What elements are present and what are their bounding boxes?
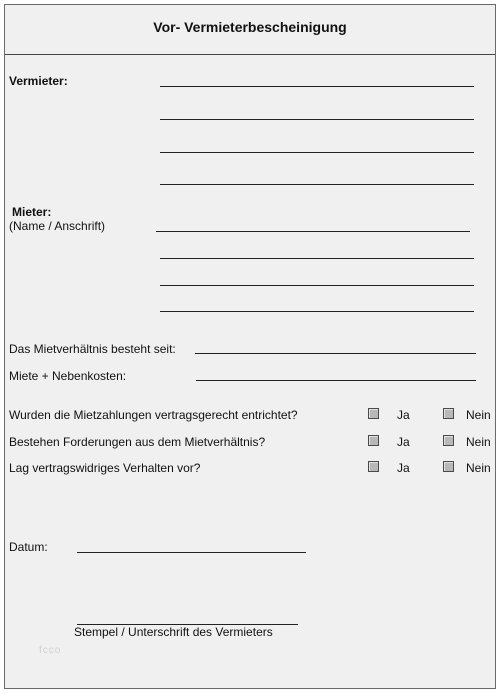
question-3-yes-label: Ja (397, 461, 410, 475)
question-2-yes-checkbox[interactable] (368, 435, 379, 446)
landlord-line-4[interactable] (160, 184, 474, 185)
tenant-line-2[interactable] (160, 258, 474, 259)
form-sheet (4, 4, 496, 689)
question-1-text: Wurden die Mietzahlungen vertragsgerecht entrichtet? (9, 408, 298, 422)
question-2-text: Bestehen Forderungen aus dem Mietverhältnis? (9, 435, 266, 449)
question-3-text: Lag vertragswidriges Verhalten vor? (9, 461, 201, 475)
signature-caption: Stempel / Unterschrift des Vermieters (74, 625, 273, 639)
question-2-yes-label: Ja (397, 435, 410, 449)
rent-costs-label: Miete + Nebenkosten: (9, 369, 127, 383)
tenant-label: Mieter: (12, 205, 52, 219)
title-box (5, 5, 495, 55)
tenant-sublabel: (Name / Anschrift) (9, 219, 106, 233)
landlord-line-3[interactable] (160, 152, 474, 153)
tenancy-since-line[interactable] (195, 353, 476, 354)
watermark: fcco (39, 645, 62, 656)
tenancy-since-label: Das Mietverhältnis besteht seit: (9, 342, 176, 356)
question-2-no-checkbox[interactable] (443, 435, 454, 446)
landlord-line-1[interactable] (160, 86, 474, 87)
landlord-label: Vermieter: (9, 74, 68, 88)
date-label: Datum: (9, 540, 48, 554)
date-line[interactable] (77, 552, 306, 553)
landlord-line-2[interactable] (160, 119, 474, 120)
question-1-yes-label: Ja (397, 408, 410, 422)
rent-costs-line[interactable] (196, 380, 476, 381)
form-title: Vor- Vermieterbescheinigung (153, 19, 347, 35)
question-3-no-label: Nein (466, 461, 491, 475)
question-3-yes-checkbox[interactable] (368, 461, 379, 472)
tenant-line-4[interactable] (160, 311, 474, 312)
question-1-yes-checkbox[interactable] (368, 408, 379, 419)
tenant-line-3[interactable] (160, 285, 474, 286)
question-1-no-label: Nein (466, 408, 491, 422)
question-3-no-checkbox[interactable] (443, 461, 454, 472)
question-1-no-checkbox[interactable] (443, 408, 454, 419)
tenant-line-1[interactable] (156, 231, 470, 232)
question-2-no-label: Nein (466, 435, 491, 449)
